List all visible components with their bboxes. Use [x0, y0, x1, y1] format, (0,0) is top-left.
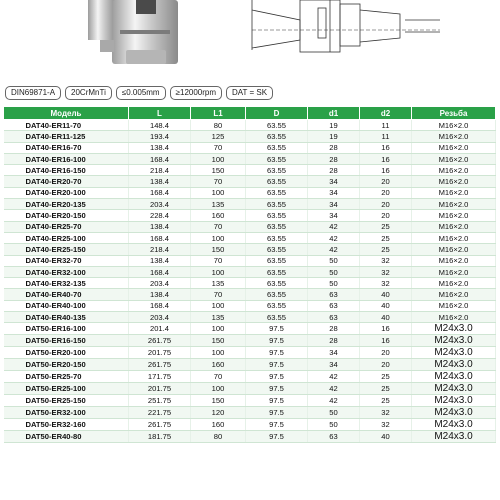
cell-l1: 160	[191, 210, 246, 221]
cell-d2: 40	[360, 300, 412, 311]
cell-l1: 135	[191, 312, 246, 323]
cell-d1: 42	[308, 383, 360, 395]
cell-d1: 63	[308, 300, 360, 311]
cell-model: DAT40-ER20-100	[4, 187, 129, 198]
cell-d2: 32	[360, 419, 412, 431]
cell-d2: 40	[360, 312, 412, 323]
cell-l: 218.4	[129, 165, 191, 176]
spec-tag-accuracy: ≤0.005mm	[116, 86, 166, 100]
cell-l: 138.4	[129, 255, 191, 266]
cell-d2: 40	[360, 431, 412, 443]
cell-d2: 25	[360, 244, 412, 255]
cell-d2: 16	[360, 335, 412, 347]
cell-d2: 20	[360, 187, 412, 198]
cell-model: DAT40-ER20-150	[4, 210, 129, 221]
cell-d: 63.55	[246, 300, 308, 311]
cell-d1: 42	[308, 232, 360, 243]
cell-d2: 20	[360, 347, 412, 359]
cell-thread: M24x3.0	[412, 335, 496, 347]
cell-d1: 63	[308, 289, 360, 300]
cell-l1: 160	[191, 419, 246, 431]
table-row	[4, 359, 496, 371]
cell-model: DAT40-ER20-70	[4, 176, 129, 187]
table-row	[4, 335, 496, 347]
cell-d2: 25	[360, 371, 412, 383]
table-row	[4, 153, 496, 164]
cell-d2: 20	[360, 210, 412, 221]
cell-d2: 25	[360, 221, 412, 232]
table-row	[4, 165, 496, 176]
table-row	[4, 255, 496, 266]
cell-thread: M16×2.0	[412, 300, 496, 311]
cell-d1: 28	[308, 142, 360, 153]
cell-model: DAT40-ER16-70	[4, 142, 129, 153]
cell-d: 63.55	[246, 289, 308, 300]
cell-d: 63.55	[246, 232, 308, 243]
table-row	[4, 431, 496, 443]
cell-d: 97.5	[246, 407, 308, 419]
cell-thread: M16×2.0	[412, 289, 496, 300]
cell-l1: 100	[191, 266, 246, 277]
cell-d: 97.5	[246, 419, 308, 431]
cell-thread: M16×2.0	[412, 131, 496, 142]
cell-d1: 50	[308, 407, 360, 419]
table-row	[4, 142, 496, 153]
cell-model: DAT40-ER16-150	[4, 165, 129, 176]
cell-d: 97.5	[246, 347, 308, 359]
cell-l1: 70	[191, 255, 246, 266]
table-row	[4, 210, 496, 221]
cell-l1: 70	[191, 289, 246, 300]
cell-thread: M24x3.0	[412, 395, 496, 407]
table-row	[4, 221, 496, 232]
cell-l1: 100	[191, 187, 246, 198]
cell-d1: 42	[308, 244, 360, 255]
cell-l1: 100	[191, 232, 246, 243]
cell-l: 261.75	[129, 359, 191, 371]
cell-l1: 100	[191, 300, 246, 311]
column-header-model: Модель	[4, 107, 129, 120]
cell-l: 251.75	[129, 395, 191, 407]
cell-d2: 16	[360, 165, 412, 176]
spec-tag-equivalence: DAT = SK	[226, 86, 273, 100]
cell-l: 201.75	[129, 347, 191, 359]
cell-model: DAT40-ER20-135	[4, 199, 129, 210]
cell-d: 63.55	[246, 120, 308, 131]
cell-model: DAT50-ER25-70	[4, 371, 129, 383]
cell-l: 201.4	[129, 323, 191, 335]
cell-d2: 25	[360, 395, 412, 407]
cell-thread: M16×2.0	[412, 278, 496, 289]
cell-model: DAT40-ER32-135	[4, 278, 129, 289]
cell-d2: 16	[360, 153, 412, 164]
cell-d1: 34	[308, 347, 360, 359]
cell-thread: M24x3.0	[412, 419, 496, 431]
tool-holder-illustration	[0, 0, 500, 78]
cell-model: DAT50-ER40-80	[4, 431, 129, 443]
cell-d1: 42	[308, 371, 360, 383]
spec-tag-standard: DIN69871-A	[5, 86, 61, 100]
table-row	[4, 300, 496, 311]
cell-d2: 11	[360, 131, 412, 142]
cell-d: 63.55	[246, 210, 308, 221]
cell-d1: 28	[308, 165, 360, 176]
table-row	[4, 244, 496, 255]
cell-d2: 32	[360, 255, 412, 266]
cell-d1: 50	[308, 278, 360, 289]
column-header-d1: d1	[308, 107, 360, 120]
cell-model: DAT40-ER40-135	[4, 312, 129, 323]
cell-d1: 50	[308, 255, 360, 266]
table-row	[4, 289, 496, 300]
cell-d2: 25	[360, 383, 412, 395]
table-row	[4, 199, 496, 210]
cell-thread: M16×2.0	[412, 199, 496, 210]
cell-d1: 34	[308, 176, 360, 187]
cell-l: 138.4	[129, 289, 191, 300]
cell-thread: M16×2.0	[412, 210, 496, 221]
cell-thread: M24x3.0	[412, 371, 496, 383]
cell-l1: 100	[191, 153, 246, 164]
cell-d2: 20	[360, 359, 412, 371]
cell-l: 201.75	[129, 383, 191, 395]
cell-model: DAT50-ER16-150	[4, 335, 129, 347]
cell-d: 63.55	[246, 165, 308, 176]
cell-d2: 25	[360, 232, 412, 243]
cell-l: 168.4	[129, 300, 191, 311]
cell-l: 203.4	[129, 199, 191, 210]
cell-model: DAT50-ER32-160	[4, 419, 129, 431]
cell-thread: M16×2.0	[412, 221, 496, 232]
cell-l1: 150	[191, 395, 246, 407]
cell-d1: 42	[308, 221, 360, 232]
cell-d1: 42	[308, 395, 360, 407]
cell-model: DAT40-ER40-70	[4, 289, 129, 300]
cell-l1: 150	[191, 165, 246, 176]
cell-d1: 19	[308, 131, 360, 142]
cell-thread: M16×2.0	[412, 266, 496, 277]
cell-d2: 32	[360, 278, 412, 289]
cell-d: 97.5	[246, 395, 308, 407]
cell-model: DAT40-ER11-70	[4, 120, 129, 131]
cell-thread: M16×2.0	[412, 255, 496, 266]
table-row	[4, 187, 496, 198]
cell-thread: M16×2.0	[412, 120, 496, 131]
cell-l: 138.4	[129, 221, 191, 232]
cell-l: 181.75	[129, 431, 191, 443]
cell-l: 228.4	[129, 210, 191, 221]
cell-l1: 100	[191, 383, 246, 395]
column-header-d: D	[246, 107, 308, 120]
cell-d: 97.5	[246, 383, 308, 395]
cell-d2: 16	[360, 142, 412, 153]
cell-d1: 28	[308, 153, 360, 164]
column-header-d2: d2	[360, 107, 412, 120]
table-row	[4, 383, 496, 395]
cell-l1: 160	[191, 359, 246, 371]
cell-l1: 120	[191, 407, 246, 419]
cell-d: 63.55	[246, 312, 308, 323]
cell-model: DAT40-ER16-100	[4, 153, 129, 164]
cell-thread: M16×2.0	[412, 153, 496, 164]
table-row	[4, 323, 496, 335]
cell-d: 97.5	[246, 359, 308, 371]
cell-d: 63.55	[246, 221, 308, 232]
spec-table-body	[4, 120, 496, 443]
cell-d1: 34	[308, 187, 360, 198]
cell-l1: 150	[191, 335, 246, 347]
cell-l: 138.4	[129, 142, 191, 153]
spec-table	[3, 106, 496, 443]
table-row	[4, 371, 496, 383]
cell-thread: M16×2.0	[412, 142, 496, 153]
cell-model: DAT50-ER20-150	[4, 359, 129, 371]
cell-thread: M24x3.0	[412, 347, 496, 359]
cell-thread: M24x3.0	[412, 323, 496, 335]
cell-l: 168.4	[129, 153, 191, 164]
table-row	[4, 395, 496, 407]
cell-thread: M16×2.0	[412, 232, 496, 243]
spec-tag-material: 20CrMnTi	[65, 86, 112, 100]
column-header-l1: L1	[191, 107, 246, 120]
spec-tag-speed: ≥12000rpm	[170, 86, 222, 100]
cell-d2: 32	[360, 266, 412, 277]
cell-model: DAT40-ER25-150	[4, 244, 129, 255]
cell-d2: 40	[360, 289, 412, 300]
tool-holder-drawing	[252, 0, 440, 52]
cell-l1: 100	[191, 323, 246, 335]
cell-d1: 34	[308, 199, 360, 210]
cell-l1: 70	[191, 221, 246, 232]
cell-thread: M24x3.0	[412, 431, 496, 443]
table-row	[4, 266, 496, 277]
cell-thread: M16×2.0	[412, 187, 496, 198]
cell-d: 63.55	[246, 278, 308, 289]
cell-d2: 16	[360, 323, 412, 335]
cell-d2: 11	[360, 120, 412, 131]
product-drawing	[0, 0, 500, 78]
cell-l: 261.75	[129, 419, 191, 431]
cell-d: 63.55	[246, 176, 308, 187]
cell-l: 168.4	[129, 266, 191, 277]
cell-model: DAT40-ER25-100	[4, 232, 129, 243]
cell-thread: M24x3.0	[412, 359, 496, 371]
cell-l1: 70	[191, 371, 246, 383]
table-row	[4, 232, 496, 243]
table-row	[4, 312, 496, 323]
cell-l1: 80	[191, 431, 246, 443]
table-row	[4, 419, 496, 431]
cell-d1: 34	[308, 359, 360, 371]
column-header-thread: Резьба	[412, 107, 496, 120]
tool-holder-photo	[88, 0, 178, 64]
cell-d: 97.5	[246, 431, 308, 443]
cell-l: 138.4	[129, 176, 191, 187]
table-row	[4, 131, 496, 142]
cell-model: DAT40-ER25-70	[4, 221, 129, 232]
table-header-row	[4, 107, 496, 120]
cell-l: 193.4	[129, 131, 191, 142]
cell-l1: 80	[191, 120, 246, 131]
table-row	[4, 176, 496, 187]
cell-d2: 20	[360, 176, 412, 187]
cell-l: 203.4	[129, 278, 191, 289]
cell-l: 168.4	[129, 232, 191, 243]
cell-d: 63.55	[246, 255, 308, 266]
cell-l1: 125	[191, 131, 246, 142]
cell-l: 168.4	[129, 187, 191, 198]
cell-l: 171.75	[129, 371, 191, 383]
cell-model: DAT50-ER25-150	[4, 395, 129, 407]
cell-l1: 135	[191, 199, 246, 210]
cell-d1: 34	[308, 210, 360, 221]
cell-model: DAT40-ER40-100	[4, 300, 129, 311]
cell-thread: M24x3.0	[412, 407, 496, 419]
column-header-l: L	[129, 107, 191, 120]
cell-d1: 50	[308, 419, 360, 431]
cell-thread: M24x3.0	[412, 383, 496, 395]
cell-l1: 70	[191, 142, 246, 153]
cell-l: 261.75	[129, 335, 191, 347]
cell-d1: 28	[308, 335, 360, 347]
cell-model: DAT40-ER32-100	[4, 266, 129, 277]
cell-model: DAT50-ER20-100	[4, 347, 129, 359]
cell-model: DAT50-ER25-100	[4, 383, 129, 395]
cell-model: DAT50-ER32-100	[4, 407, 129, 419]
spec-tags	[5, 86, 273, 100]
cell-l1: 150	[191, 244, 246, 255]
cell-d1: 50	[308, 266, 360, 277]
cell-l1: 70	[191, 176, 246, 187]
cell-d: 63.55	[246, 187, 308, 198]
cell-l: 221.75	[129, 407, 191, 419]
cell-d2: 20	[360, 199, 412, 210]
cell-model: DAT40-ER32-70	[4, 255, 129, 266]
cell-d: 97.5	[246, 371, 308, 383]
cell-model: DAT50-ER16-100	[4, 323, 129, 335]
cell-d: 63.55	[246, 153, 308, 164]
cell-thread: M16×2.0	[412, 244, 496, 255]
table-row	[4, 407, 496, 419]
cell-thread: M16×2.0	[412, 165, 496, 176]
table-row	[4, 120, 496, 131]
cell-l1: 100	[191, 347, 246, 359]
cell-d: 63.55	[246, 266, 308, 277]
cell-d: 63.55	[246, 199, 308, 210]
cell-d: 63.55	[246, 244, 308, 255]
cell-model: DAT40-ER11-125	[4, 131, 129, 142]
cell-d1: 63	[308, 312, 360, 323]
cell-l: 203.4	[129, 312, 191, 323]
cell-thread: M16×2.0	[412, 176, 496, 187]
cell-l: 218.4	[129, 244, 191, 255]
cell-d: 63.55	[246, 131, 308, 142]
table-row	[4, 278, 496, 289]
cell-d1: 19	[308, 120, 360, 131]
table-row	[4, 347, 496, 359]
cell-d1: 28	[308, 323, 360, 335]
cell-d: 97.5	[246, 335, 308, 347]
cell-d: 97.5	[246, 323, 308, 335]
cell-l1: 135	[191, 278, 246, 289]
cell-d2: 32	[360, 407, 412, 419]
cell-d1: 63	[308, 431, 360, 443]
cell-l: 148.4	[129, 120, 191, 131]
cell-thread: M16×2.0	[412, 312, 496, 323]
cell-d: 63.55	[246, 142, 308, 153]
